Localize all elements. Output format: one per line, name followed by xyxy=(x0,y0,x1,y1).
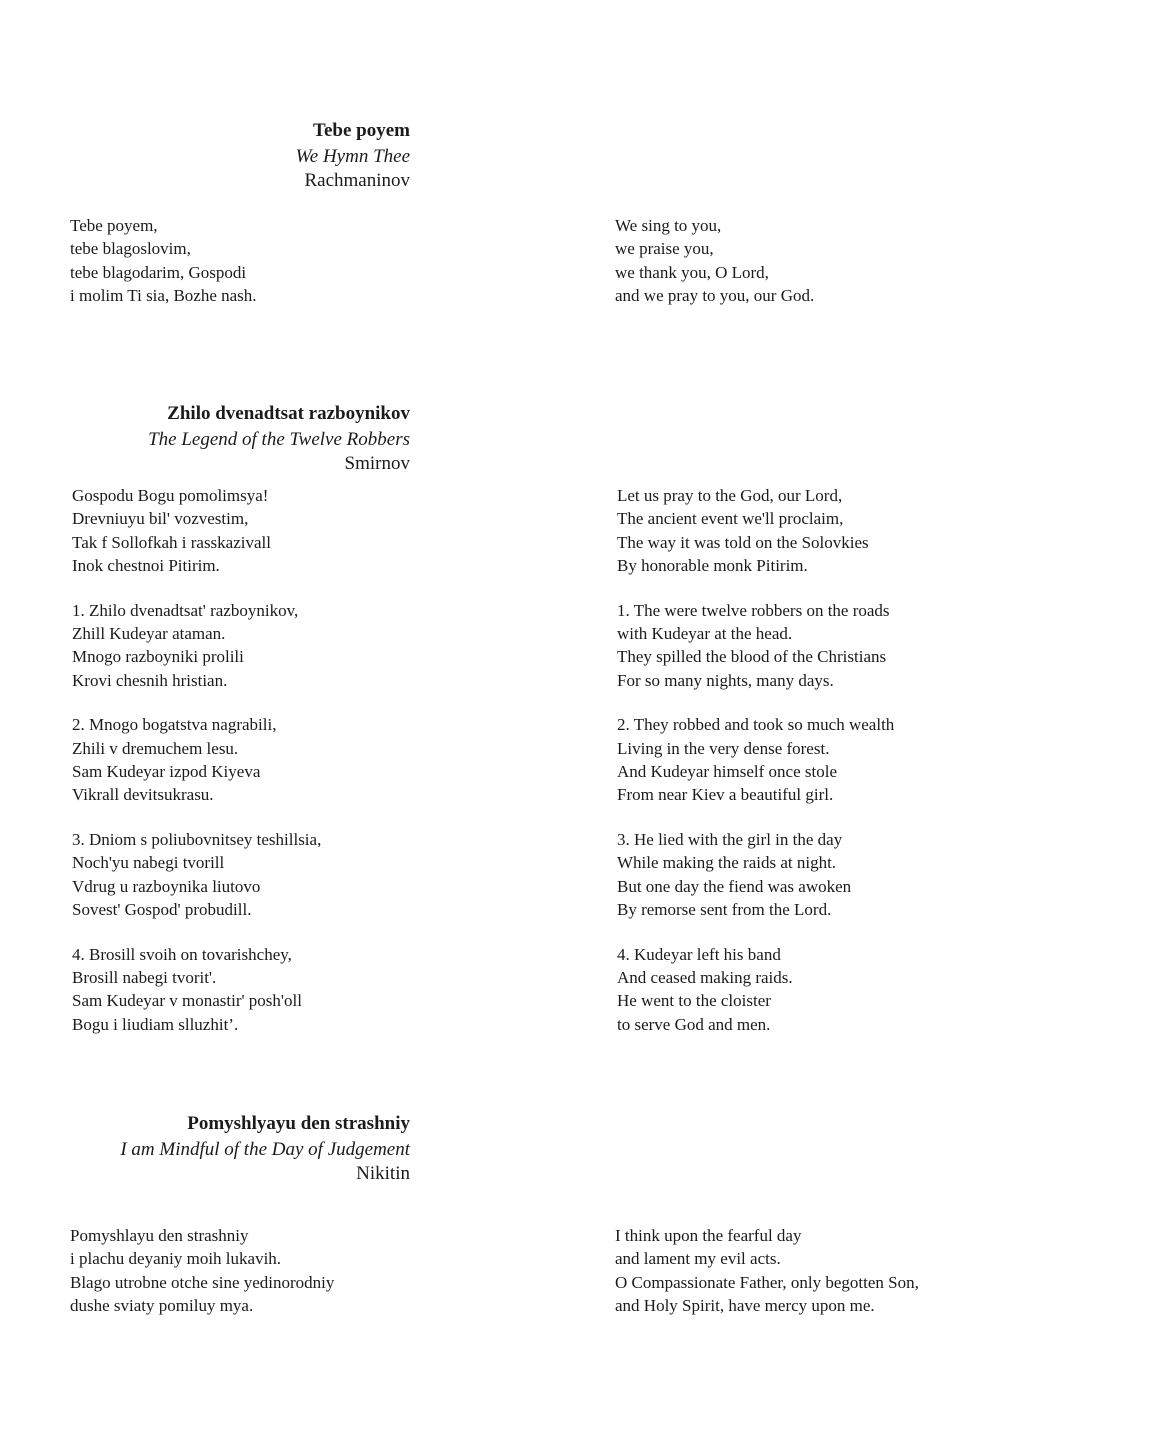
lyric-line: with Kudeyar at the head. xyxy=(617,623,793,643)
piece-title: Tebe poyem xyxy=(313,120,410,141)
piece-title: Zhilo dvenadtsat razboynikov xyxy=(167,403,410,424)
lyric-line: 3. He lied with the girl in the day xyxy=(617,830,843,850)
lyric-line: and Holy Spirit, have mercy upon me. xyxy=(615,1295,875,1315)
piece-subtitle: I am Mindful of the Day of Judgement xyxy=(120,1139,410,1160)
stanza xyxy=(72,599,321,692)
lyric-line: 2. Mnogo bogatstva nagrabili, xyxy=(72,715,277,735)
lyric-line: I think upon the fearful day xyxy=(615,1226,802,1245)
lyric-line: and lament my evil acts. xyxy=(615,1249,781,1269)
lyric-line: O Compassionate Father, only begotten Son, xyxy=(615,1272,919,1292)
lyric-line: Tak f Sollofkah i rasskazivall xyxy=(72,532,271,552)
lyric-line: The ancient event we'll proclaim, xyxy=(617,509,844,529)
lyric-line: Drevniuyu bil' vozvestim, xyxy=(72,509,249,529)
lyric-line: Let us pray to the God, our Lord, xyxy=(617,486,843,505)
piece-heading xyxy=(0,1111,410,1185)
original-text xyxy=(70,1224,334,1317)
lyric-line: Sam Kudeyar v monastir' posh'oll xyxy=(72,991,302,1011)
lyric-line: From near Kiev a beautiful girl. xyxy=(617,785,834,805)
lyric-line: While making the raids at night. xyxy=(617,853,837,873)
lyric-line: 1. Zhilo dvenadtsat' razboynikov, xyxy=(72,600,299,620)
lyric-line: The way it was told on the Solovkies xyxy=(617,532,869,552)
lyric-line: we praise you, xyxy=(615,239,714,259)
lyric-line: They spilled the blood of the Christians xyxy=(617,647,887,667)
lyric-line: By honorable monk Pitirim. xyxy=(617,555,808,575)
lyric-line: For so many nights, many days. xyxy=(617,670,834,690)
lyric-line: 2. They robbed and took so much wealth xyxy=(617,715,895,735)
translation-text xyxy=(617,484,894,1036)
lyric-line: Sam Kudeyar izpod Kiyeva xyxy=(72,761,261,781)
lyric-line: 4. Kudeyar left his band xyxy=(617,944,781,964)
stanza xyxy=(617,828,894,921)
lyric-line: Blago utrobne otche sine yedinorodniy xyxy=(70,1272,335,1292)
piece-heading xyxy=(0,401,410,475)
lyric-line: to serve God and men. xyxy=(617,1014,771,1034)
lyric-line: And Kudeyar himself once stole xyxy=(617,761,837,781)
lyric-line: Pomyshlayu den strashniy xyxy=(70,1226,249,1245)
piece-composer: Rachmaninov xyxy=(304,170,410,191)
lyric-line: Noch'yu nabegi tvorill xyxy=(72,853,225,873)
stanza xyxy=(617,943,894,1036)
stanza xyxy=(72,943,321,1036)
lyric-line: dushe sviaty pomiluy mya. xyxy=(70,1295,254,1315)
lyric-line: We sing to you, xyxy=(615,216,722,235)
piece-subtitle: We Hymn Thee xyxy=(295,146,410,167)
lyric-line: Sovest' Gospod' probudill. xyxy=(72,899,252,919)
stanza xyxy=(615,214,814,307)
stanza xyxy=(72,713,321,806)
lyric-line: Inok chestnoi Pitirim. xyxy=(72,555,220,575)
original-text xyxy=(72,484,321,1036)
lyric-line: Bogu i liudiam slluzhit’. xyxy=(72,1014,239,1034)
translation-text xyxy=(615,214,814,307)
piece-subtitle: The Legend of the Twelve Robbers xyxy=(148,429,410,450)
lyric-line: Vdrug u razboynika liutovo xyxy=(72,876,261,896)
stanza xyxy=(617,713,894,806)
stanza xyxy=(70,214,257,307)
lyric-line: 3. Dniom s poliubovnitsey teshillsia, xyxy=(72,830,322,850)
lyric-line: i molim Ti sia, Bozhe nash. xyxy=(70,285,257,305)
translation-text xyxy=(615,1224,919,1317)
piece-composer: Nikitin xyxy=(356,1163,410,1184)
lyric-line: Mnogo razboyniki prolili xyxy=(72,647,244,667)
lyric-line: He went to the cloister xyxy=(617,991,771,1011)
stanza xyxy=(70,1224,334,1317)
lyric-line: 4. Brosill svoih on tovarishchey, xyxy=(72,944,292,964)
lyric-line: Gospodu Bogu pomolimsya! xyxy=(72,486,269,505)
lyric-line: Brosill nabegi tvorit'. xyxy=(72,968,217,988)
lyric-line: tebe blagoslovim, xyxy=(70,239,191,259)
lyric-line: Living in the very dense forest. xyxy=(617,738,830,758)
lyric-line: Krovi chesnih hristian. xyxy=(72,670,228,690)
piece-title: Pomyshlyayu den strashniy xyxy=(187,1113,410,1134)
lyric-line: And ceased making raids. xyxy=(617,968,793,988)
lyric-line: But one day the fiend was awoken xyxy=(617,876,852,896)
lyric-line: Tebe poyem, xyxy=(70,216,158,235)
lyric-line: Vikrall devitsukrasu. xyxy=(72,785,214,805)
piece-heading xyxy=(0,118,410,192)
stanza xyxy=(72,484,321,577)
lyric-line: Zhili v dremuchem lesu. xyxy=(72,738,239,758)
piece-composer: Smirnov xyxy=(344,453,410,474)
lyric-line: we thank you, O Lord, xyxy=(615,262,769,282)
stanza xyxy=(72,828,321,921)
lyric-line: i plachu deyaniy moih lukavih. xyxy=(70,1249,282,1269)
lyric-line: tebe blagodarim, Gospodi xyxy=(70,262,247,282)
lyric-line: and we pray to you, our God. xyxy=(615,285,815,305)
stanza xyxy=(617,484,894,577)
lyric-line: By remorse sent from the Lord. xyxy=(617,899,832,919)
lyric-line: 1. The were twelve robbers on the roads xyxy=(617,600,890,620)
lyric-line: Zhill Kudeyar ataman. xyxy=(72,623,226,643)
stanza xyxy=(617,599,894,692)
stanza xyxy=(615,1224,919,1317)
original-text xyxy=(70,214,257,307)
